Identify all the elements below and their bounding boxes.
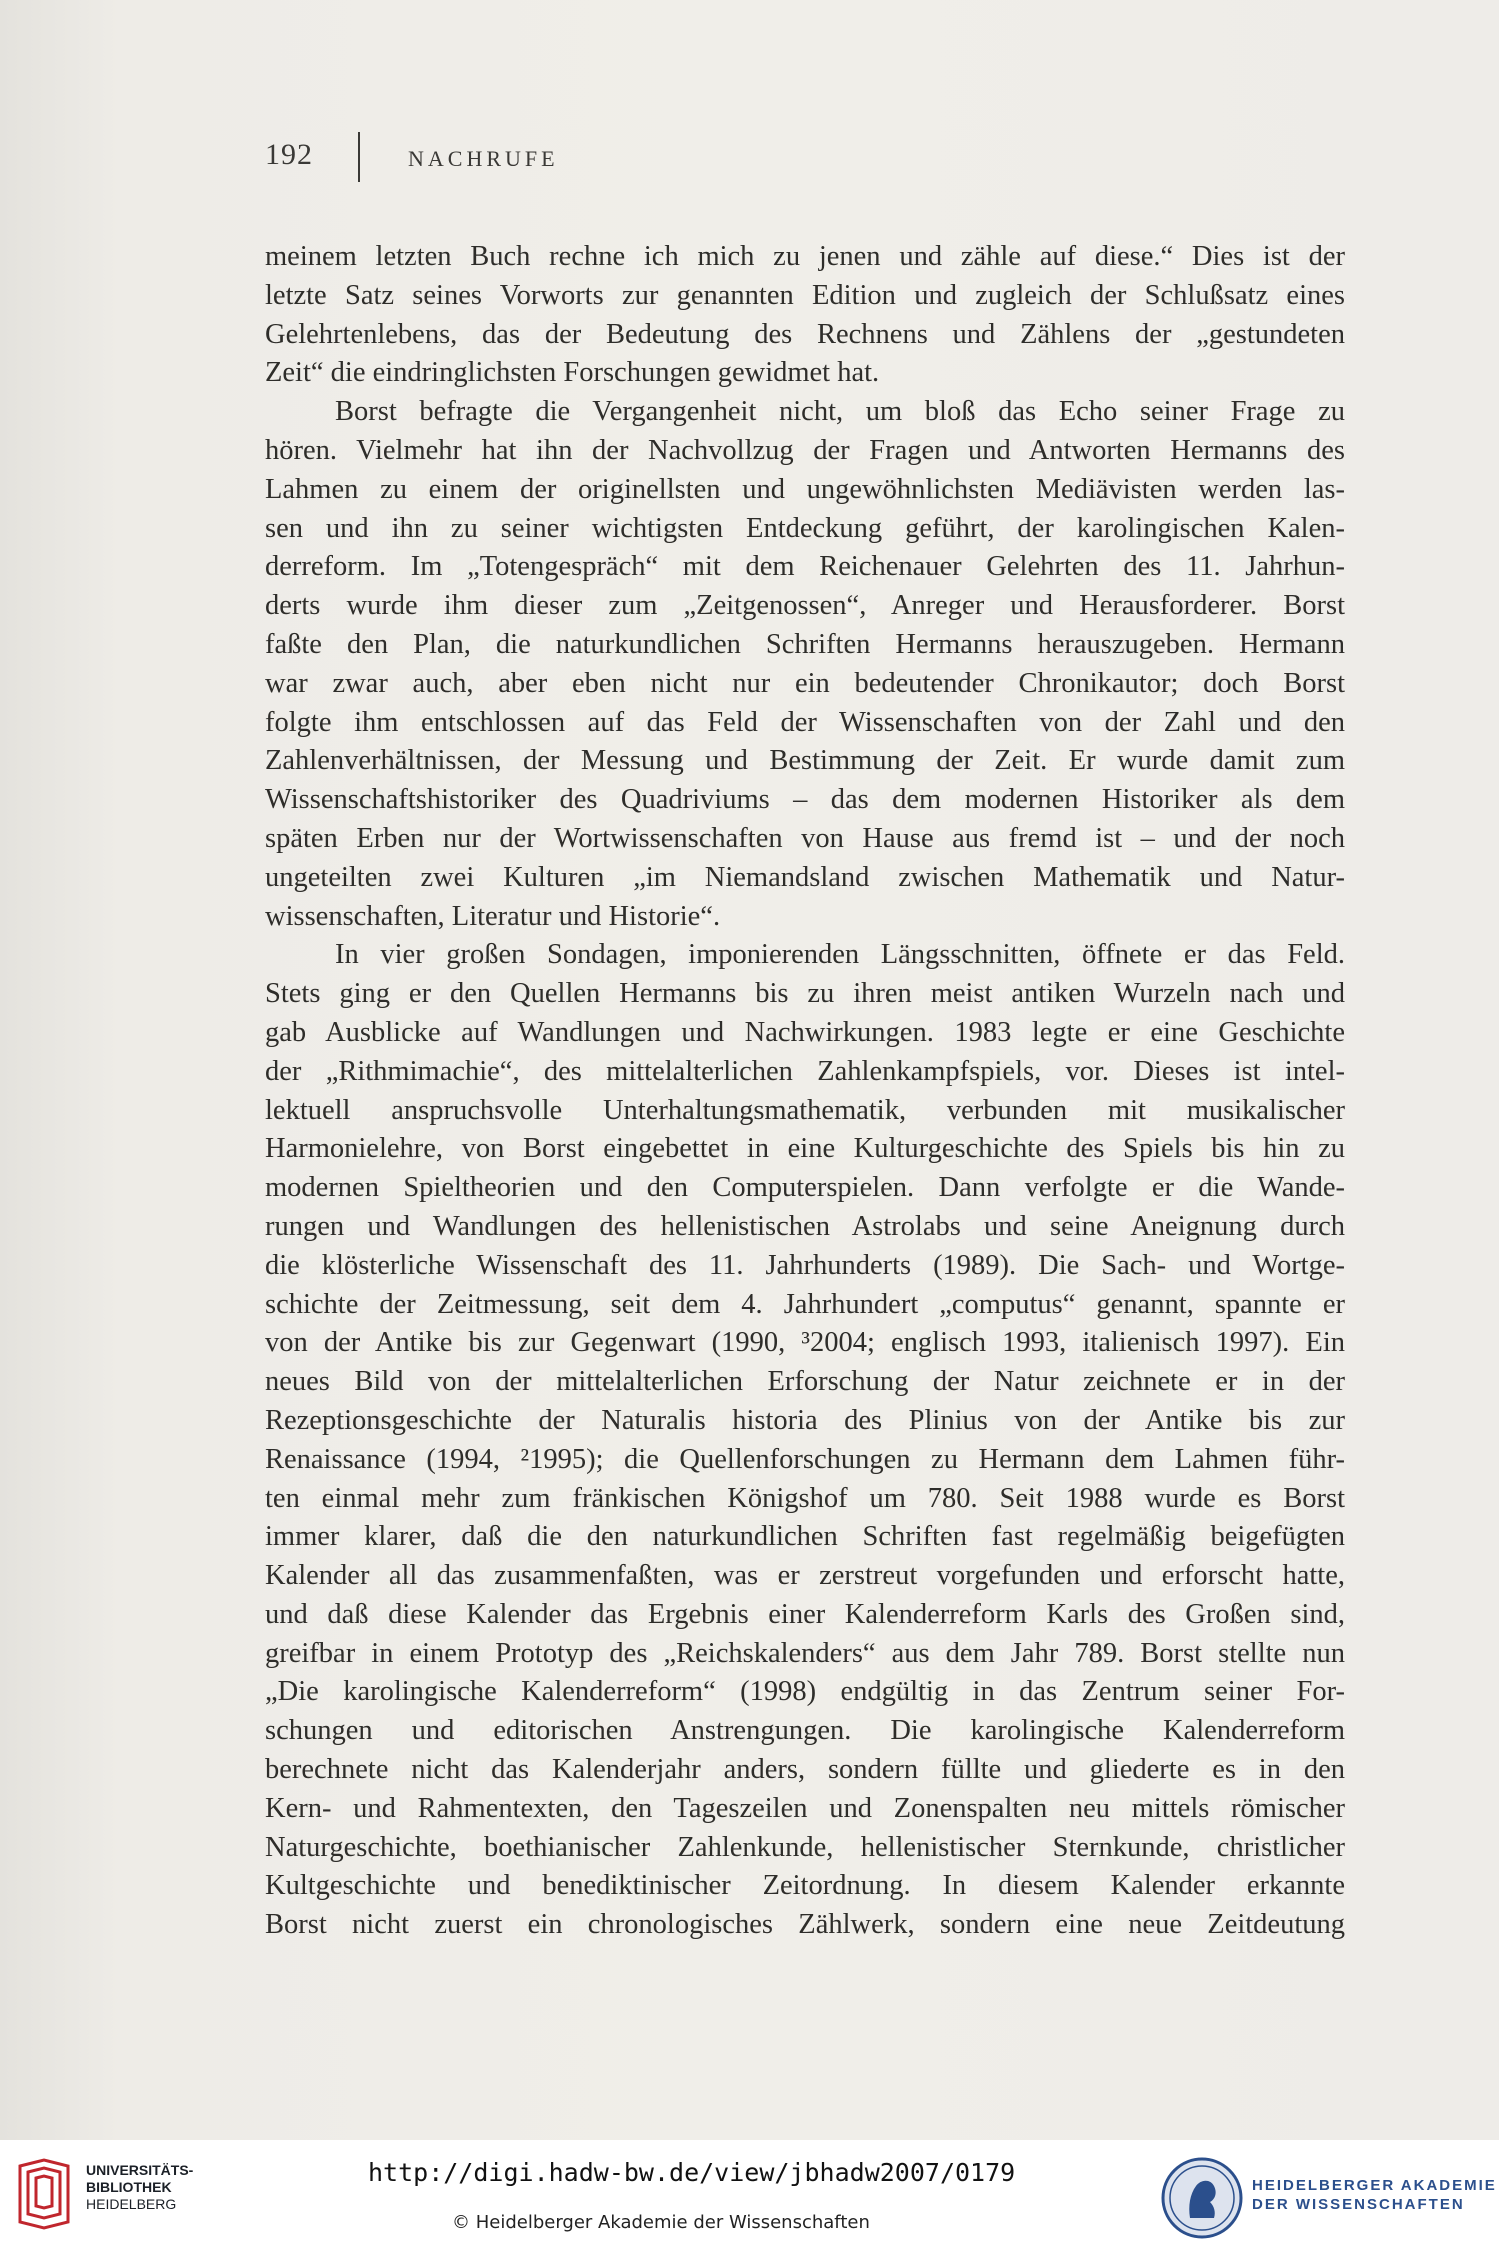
text-line: war zwar auch, aber eben nicht nur ein bedeutender Chronikautor; doch Borst: [265, 667, 1345, 699]
page-number: 192: [265, 138, 313, 171]
text-line: Stets ging er den Quellen Hermanns bis zu ihren meist antiken Wurzeln nach und: [265, 978, 1345, 1010]
text-line: neues Bild von der mittelalterlichen Erforschung der Natur zeichnete er in der: [265, 1366, 1345, 1398]
text-line: letzte Satz seines Vorworts zur genannten Edition und zugleich der Schlußsatz eines: [265, 279, 1345, 311]
text-line: Zeit“ die eindringlichsten Forschungen gewidmet hat.: [265, 357, 880, 389]
text-line: von der Antike bis zur Gegenwart (1990, ³2004; englisch 1993, italienisch 1997). Ein: [265, 1327, 1345, 1359]
text-line: Rezeptionsgeschichte der Naturalis historia des Plinius von der Antike bis zur: [265, 1404, 1345, 1436]
text-line: gab Ausblicke auf Wandlungen und Nachwirkungen. 1983 legte er eine Geschichte: [265, 1016, 1345, 1048]
text-line: ungeteilten zwei Kulturen „im Niemandsland zwischen Mathematik und Natur-: [265, 861, 1345, 893]
academy-name-line: HEIDELBERGER AKADEMIE: [1252, 2177, 1497, 2194]
text-line: modernen Spieltheorien und den Computerspielen. Dann verfolgte er die Wande-: [265, 1172, 1345, 1204]
text-line: Renaissance (1994, ²1995); die Quellenforschungen zu Hermann dem Lahmen führ-: [265, 1443, 1345, 1475]
text-line: rungen und Wandlungen des hellenistischen Astrolabs und seine Aneignung durch: [265, 1210, 1345, 1242]
academy-name: [1252, 2176, 1497, 2214]
digitization-footer: [0, 2140, 1499, 2253]
text-line: meinem letzten Buch rechne ich mich zu jenen und zähle auf diese.“ Dies ist der: [265, 241, 1345, 272]
text-line: „Die karolingische Kalenderreform“ (1998) endgültig in das Zentrum seiner For-: [265, 1676, 1345, 1708]
text-line: wissenschaften, Literatur und Historie“.: [265, 900, 721, 932]
text-line: hören. Vielmehr hat ihn der Nachvollzug der Fragen und Antworten Hermanns des: [265, 434, 1345, 466]
text-line: schichte der Zeitmessung, seit dem 4. Jahrhundert „computus“ genannt, spannte er: [265, 1288, 1345, 1320]
digitization-url-link[interactable]: http://digi.hadw-bw.de/view/jbhadw2007/0179: [368, 2158, 1016, 2187]
header-divider: [358, 132, 360, 182]
text-line: Naturgeschichte, boethianischer Zahlenkunde, hellenistischer Sternkunde, christlicher: [265, 1831, 1345, 1863]
text-line: Borst befragte die Vergangenheit nicht, um bloß das Echo seiner Frage zu: [335, 396, 1345, 428]
text-line: Borst nicht zuerst ein chronologisches Zählwerk, sondern eine neue Zeitdeutung: [265, 1909, 1345, 1941]
text-line: immer klarer, daß die den naturkundlichen Schriften fast regelmäßig beigefügten: [265, 1521, 1345, 1553]
text-line: der „Rithmimachie“, des mittelalterlichen Zahlenkampfspiels, vor. Dieses ist intel-: [265, 1055, 1345, 1087]
text-line: In vier großen Sondagen, imponierenden Längsschnitten, öffnete er das Feld.: [335, 939, 1345, 971]
text-line: folgte ihm entschlossen auf das Feld der Wissenschaften von der Zahl und den: [265, 706, 1345, 738]
page-header: [265, 132, 1365, 182]
text-line: die klösterliche Wissenschaft des 11. Jahrhunderts (1989). Die Sach- und Wortge-: [265, 1249, 1345, 1281]
text-line: Harmonielehre, von Borst eingebettet in eine Kulturgeschichte des Spiels bis hin zu: [265, 1133, 1345, 1165]
text-line: greifbar in einem Prototyp des „Reichskalenders“ aus dem Jahr 789. Borst stellte nun: [265, 1637, 1345, 1669]
text-line: und daß diese Kalender das Ergebnis einer Kalenderreform Karls des Großen sind,: [265, 1598, 1345, 1630]
body-text: [265, 238, 1345, 1945]
library-name-line: UNIVERSITÄTS-: [86, 2162, 194, 2178]
text-line: Lahmen zu einem der originellsten und ungewöhnlichsten Mediävisten werden las-: [265, 473, 1345, 505]
text-line: Wissenschaftshistoriker des Quadriviums – das dem modernen Historiker als dem: [265, 784, 1345, 816]
academy-seal-icon: [1160, 2156, 1244, 2240]
academy-name-line: DER WISSENSCHAFTEN: [1252, 2196, 1465, 2213]
text-line: Kern- und Rahmentexten, den Tageszeilen und Zonenspalten neu mittels römischer: [265, 1792, 1345, 1824]
text-line: lektuell anspruchsvolle Unterhaltungsmathematik, verbunden mit musikalischer: [265, 1094, 1345, 1126]
text-line: schungen und editorischen Anstrengungen. Die karolingische Kalenderreform: [265, 1715, 1345, 1747]
text-line: Zahlenverhältnissen, der Messung und Bestimmung der Zeit. Er wurde damit zum: [265, 745, 1345, 777]
university-library-name: [86, 2162, 193, 2213]
text-line: ten einmal mehr zum fränkischen Königshof um 780. Seit 1988 wurde es Borst: [265, 1482, 1345, 1514]
text-line: Kalender all das zusammenfaßten, was er zerstreut vorgefunden und erforscht hatte,: [265, 1560, 1345, 1592]
text-line: Gelehrtenlebens, das der Bedeutung des Rechnens und Zählens der „gestundeten: [265, 318, 1345, 350]
running-head: NACHRUFE: [408, 146, 559, 171]
copyright-notice: © Heidelberger Akademie der Wissenschaften: [452, 2212, 870, 2233]
text-line: faßte den Plan, die naturkundlichen Schriften Hermanns herauszugeben. Hermann: [265, 628, 1345, 660]
text-line: derreform. Im „Totengespräch“ mit dem Reichenauer Gelehrten des 11. Jahrhun-: [265, 551, 1345, 583]
university-library-logo-icon: [14, 2156, 74, 2232]
library-name-line: HEIDELBERG: [86, 2196, 177, 2212]
text-line: Kultgeschichte und benediktinischer Zeitordnung. In diesem Kalender erkannte: [265, 1870, 1345, 1902]
library-name-line: BIBLIOTHEK: [86, 2179, 172, 2195]
text-line: späten Erben nur der Wortwissenschaften von Hause aus fremd ist – und der noch: [265, 822, 1345, 854]
text-line: sen und ihn zu seiner wichtigsten Entdeckung geführt, der karolingischen Kalen-: [265, 512, 1345, 544]
text-line: derts wurde ihm dieser zum „Zeitgenossen“, Anreger und Herausforderer. Borst: [265, 590, 1345, 622]
text-line: berechnete nicht das Kalenderjahr anders, sondern füllte und gliederte es in den: [265, 1754, 1345, 1786]
